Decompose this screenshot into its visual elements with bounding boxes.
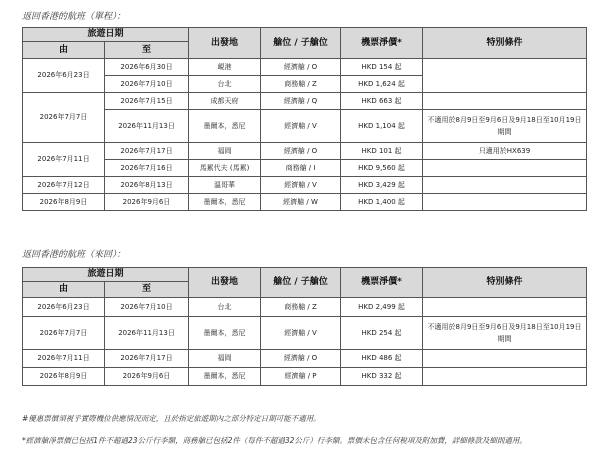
- header-to: 至: [105, 282, 189, 298]
- cell-origin: 福岡: [189, 350, 261, 368]
- cell-conditions: 只適用於HX639: [423, 143, 587, 160]
- cell-origin: 墨爾本，悉尼: [189, 194, 261, 211]
- header-to: 至: [105, 42, 189, 59]
- cell-fare: HKD 663 起: [341, 93, 423, 110]
- cell-cabin: 經濟艙 / O: [261, 350, 341, 368]
- cell-cabin: 經濟艙 / V: [261, 110, 341, 143]
- header-origin: 出發地: [189, 268, 261, 298]
- footnote-fare-terms: *經濟艙淨票價已包括1件不超過23公斤行李額，商務艙已包括2件（每件不超過32公斤）行李額。票價未包含任何稅項及附加費，詳細條款及細則適用。: [22, 436, 527, 445]
- cell-conditions: [423, 350, 587, 368]
- header-travel-date: 旅遊日期: [23, 268, 189, 282]
- cell-from: 2026年8月9日: [23, 194, 105, 211]
- cell-cabin: 商務艙 / Z: [261, 76, 341, 93]
- cell-from: 2026年6月23日: [23, 59, 105, 93]
- header-fare: 機票淨價*: [341, 28, 423, 59]
- table-row: [23, 317, 587, 350]
- section-title-one-way: 返回香港的航班（單程）：: [22, 12, 126, 22]
- cell-from: 2026年7月11日: [23, 350, 105, 368]
- cell-origin: 台北: [189, 76, 261, 93]
- cell-conditions: [423, 368, 587, 386]
- cell-to: 2026年9月6日: [105, 194, 189, 211]
- cell-conditions: [423, 93, 587, 110]
- table-row: [23, 143, 587, 160]
- cell-from: 2026年7月7日: [23, 93, 105, 143]
- cell-origin: 馬累代夫 (馬累): [189, 160, 261, 177]
- cell-conditions: [423, 194, 587, 211]
- cell-cabin: 經濟艙 / P: [261, 368, 341, 386]
- cell-fare: HKD 2,499 起: [341, 298, 423, 317]
- cell-conditions: [423, 298, 587, 317]
- cell-cabin: 經濟艙 / Q: [261, 93, 341, 110]
- cell-cabin: 經濟艙 / W: [261, 194, 341, 211]
- cell-fare: HKD 1,400 起: [341, 194, 423, 211]
- cell-to: 2026年7月10日: [105, 298, 189, 317]
- table-row: [23, 177, 587, 194]
- cell-conditions: [423, 160, 587, 177]
- cell-to: 2026年7月17日: [105, 143, 189, 160]
- cell-conditions: [423, 177, 587, 194]
- cell-to: 2026年11月13日: [105, 317, 189, 350]
- table-row: [23, 59, 587, 76]
- cell-fare: HKD 1,624 起: [341, 76, 423, 93]
- cell-origin: 成都天府: [189, 93, 261, 110]
- table-row: [23, 350, 587, 368]
- fare-table-one-way: [22, 27, 587, 211]
- cell-origin: 墨爾本，悉尼: [189, 317, 261, 350]
- table-row: [23, 298, 587, 317]
- cell-from: 2026年7月11日: [23, 143, 105, 177]
- cell-from: 2026年7月7日: [23, 317, 105, 350]
- cell-origin: 峴港: [189, 59, 261, 76]
- cell-to: 2026年8月13日: [105, 177, 189, 194]
- cell-to: 2026年7月17日: [105, 350, 189, 368]
- table-row: [23, 194, 587, 211]
- cell-fare: HKD 154 起: [341, 59, 423, 76]
- header-from: 由: [23, 42, 105, 59]
- header-conditions: 特別條件: [423, 28, 587, 59]
- cell-cabin: 商務艙 / Z: [261, 298, 341, 317]
- cell-origin: 墨爾本，悉尼: [189, 110, 261, 143]
- header-conditions: 特別條件: [423, 268, 587, 298]
- cell-from: 2026年8月9日: [23, 368, 105, 386]
- header-cabin: 艙位 / 子艙位: [261, 268, 341, 298]
- cell-to: 2026年11月13日: [105, 110, 189, 143]
- table-row: [23, 110, 587, 143]
- cell-conditions: 不適用於8月9日至9月6日及9月18日至10月19日期間: [423, 317, 587, 350]
- cell-cabin: 商務艙 / I: [261, 160, 341, 177]
- cell-cabin: 經濟艙 / V: [261, 177, 341, 194]
- cell-origin: 溫哥華: [189, 177, 261, 194]
- header-cabin: 艙位 / 子艙位: [261, 28, 341, 59]
- cell-origin: 福岡: [189, 143, 261, 160]
- header-fare: 機票淨價*: [341, 268, 423, 298]
- cell-from: 2026年7月12日: [23, 177, 105, 194]
- table-row: [23, 368, 587, 386]
- cell-fare: HKD 3,429 起: [341, 177, 423, 194]
- header-from: 由: [23, 282, 105, 298]
- cell-fare: HKD 486 起: [341, 350, 423, 368]
- table-row: [23, 160, 587, 177]
- header-travel-date: 旅遊日期: [23, 28, 189, 42]
- cell-to: 2026年7月16日: [105, 160, 189, 177]
- cell-to: 2026年6月30日: [105, 59, 189, 76]
- cell-fare: HKD 332 起: [341, 368, 423, 386]
- cell-fare: HKD 1,104 起: [341, 110, 423, 143]
- cell-fare: HKD 9,560 起: [341, 160, 423, 177]
- section-title-round-trip: 返回香港的航班（來回）：: [22, 250, 126, 260]
- cell-cabin: 經濟艙 / O: [261, 143, 341, 160]
- cell-cabin: 經濟艙 / O: [261, 59, 341, 76]
- cell-origin: 墨爾本，悉尼: [189, 368, 261, 386]
- cell-to: 2026年7月10日: [105, 76, 189, 93]
- cell-origin: 台北: [189, 298, 261, 317]
- cell-fare: HKD 101 起: [341, 143, 423, 160]
- cell-conditions: [423, 59, 587, 93]
- cell-to: 2026年7月15日: [105, 93, 189, 110]
- cell-conditions: 不適用於8月9日至9月6日及9月18日至10月19日期間: [423, 110, 587, 143]
- cell-to: 2026年9月6日: [105, 368, 189, 386]
- cell-fare: HKD 254 起: [341, 317, 423, 350]
- header-origin: 出發地: [189, 28, 261, 59]
- table-row: [23, 93, 587, 110]
- cell-from: 2026年6月23日: [23, 298, 105, 317]
- fare-table-round-trip: [22, 267, 587, 386]
- cell-cabin: 經濟艙 / V: [261, 317, 341, 350]
- footnote-availability: #優惠票價須視乎實際機位供應情況而定，且於指定旅遊期內之部分特定日期可能不適用。: [22, 414, 321, 423]
